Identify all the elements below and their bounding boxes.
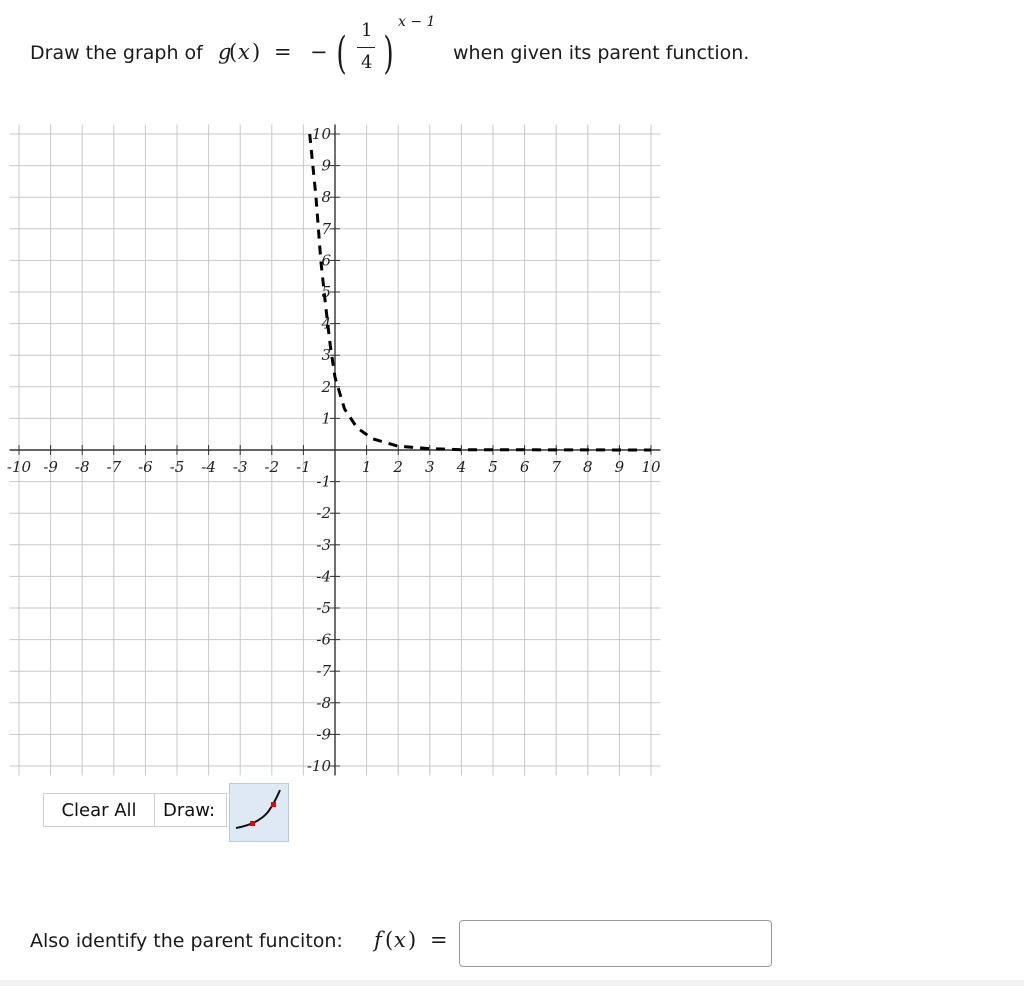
axes <box>10 125 661 776</box>
function-name: g <box>218 40 232 64</box>
x-tick-label: -1 <box>296 458 311 476</box>
y-tick-label: -9 <box>316 725 331 744</box>
fraction-numerator: 1 <box>361 20 373 41</box>
bottom-strip <box>0 980 1024 986</box>
x-tick-label: 1 <box>361 458 372 476</box>
parent-function-name: f <box>374 928 382 952</box>
x-tick-label: 5 <box>488 458 498 476</box>
equals-sign: = <box>274 40 292 64</box>
x-tick-label: 10 <box>641 458 661 476</box>
answer-equals: = <box>430 928 448 952</box>
question-prompt <box>30 14 1010 94</box>
y-tick-label: 6 <box>321 251 331 270</box>
y-tick-label: -4 <box>316 567 331 586</box>
y-tick-label: -2 <box>316 504 331 523</box>
open-paren: ( <box>229 40 238 64</box>
fraction-bar <box>357 47 375 48</box>
x-tick-label: -3 <box>232 458 248 476</box>
x-tick-label: -4 <box>201 458 216 476</box>
x-tick-label: 9 <box>614 458 625 476</box>
x-tick-label: 2 <box>393 458 403 476</box>
question-tail-text: when given its parent function. <box>453 42 750 64</box>
y-tick-label: -6 <box>316 630 331 649</box>
y-tick-label: 1 <box>321 409 331 428</box>
minus-sign: − <box>310 40 328 64</box>
draw-label: Draw: <box>155 793 227 827</box>
y-tick-label: 8 <box>321 188 331 207</box>
y-tick-label: 9 <box>321 156 331 175</box>
x-tick-label: -10 <box>6 458 32 476</box>
big-close-paren: ) <box>383 28 394 79</box>
x-tick-label: 7 <box>551 458 561 476</box>
exponential-curve-tool-icon <box>230 784 288 841</box>
x-tick-label: -7 <box>106 458 122 476</box>
question-lead-text: Draw the graph of <box>30 42 203 64</box>
y-tick-label: 5 <box>321 283 331 301</box>
y-tick-label: -8 <box>316 693 331 712</box>
answer-lead-text: Also identify the parent funciton: <box>30 930 343 952</box>
x-tick-label: 4 <box>456 458 467 476</box>
x-tick-label: 6 <box>519 458 530 476</box>
x-tick-label: 8 <box>583 458 593 476</box>
answer-close-paren: ) <box>408 928 417 952</box>
exponent: x − 1 <box>398 14 436 30</box>
x-tick-label: 3 <box>425 458 435 476</box>
y-tick-label: 3 <box>321 346 331 365</box>
big-open-paren: ( <box>336 28 347 79</box>
y-tick-label: -1 <box>316 472 331 491</box>
fraction-denominator: 4 <box>361 52 373 73</box>
y-tick-label: -7 <box>316 662 331 681</box>
y-tick-label: 2 <box>321 377 331 396</box>
y-tick-label: -5 <box>316 599 331 617</box>
y-tick-label: 4 <box>321 314 331 333</box>
x-tick-label: -2 <box>264 458 280 476</box>
clear-all-button[interactable]: Clear All <box>43 793 155 827</box>
graph-canvas[interactable] <box>0 110 700 780</box>
answer-open-paren: ( <box>385 928 394 952</box>
x-tick-label: -8 <box>74 458 90 476</box>
y-tick-label: 10 <box>311 125 331 143</box>
parent-function-input[interactable] <box>459 920 772 967</box>
answer-variable: x <box>394 928 406 952</box>
y-tick-label: -3 <box>316 535 331 554</box>
close-paren: ) <box>252 40 261 64</box>
x-tick-label: -6 <box>138 458 153 476</box>
x-tick-label: -9 <box>43 458 58 476</box>
x-tick-label: -5 <box>169 458 185 476</box>
y-tick-label: 7 <box>321 219 331 238</box>
variable: x <box>238 40 250 64</box>
y-tick-label: -10 <box>306 757 331 775</box>
exponential-tool-button[interactable] <box>229 783 289 842</box>
